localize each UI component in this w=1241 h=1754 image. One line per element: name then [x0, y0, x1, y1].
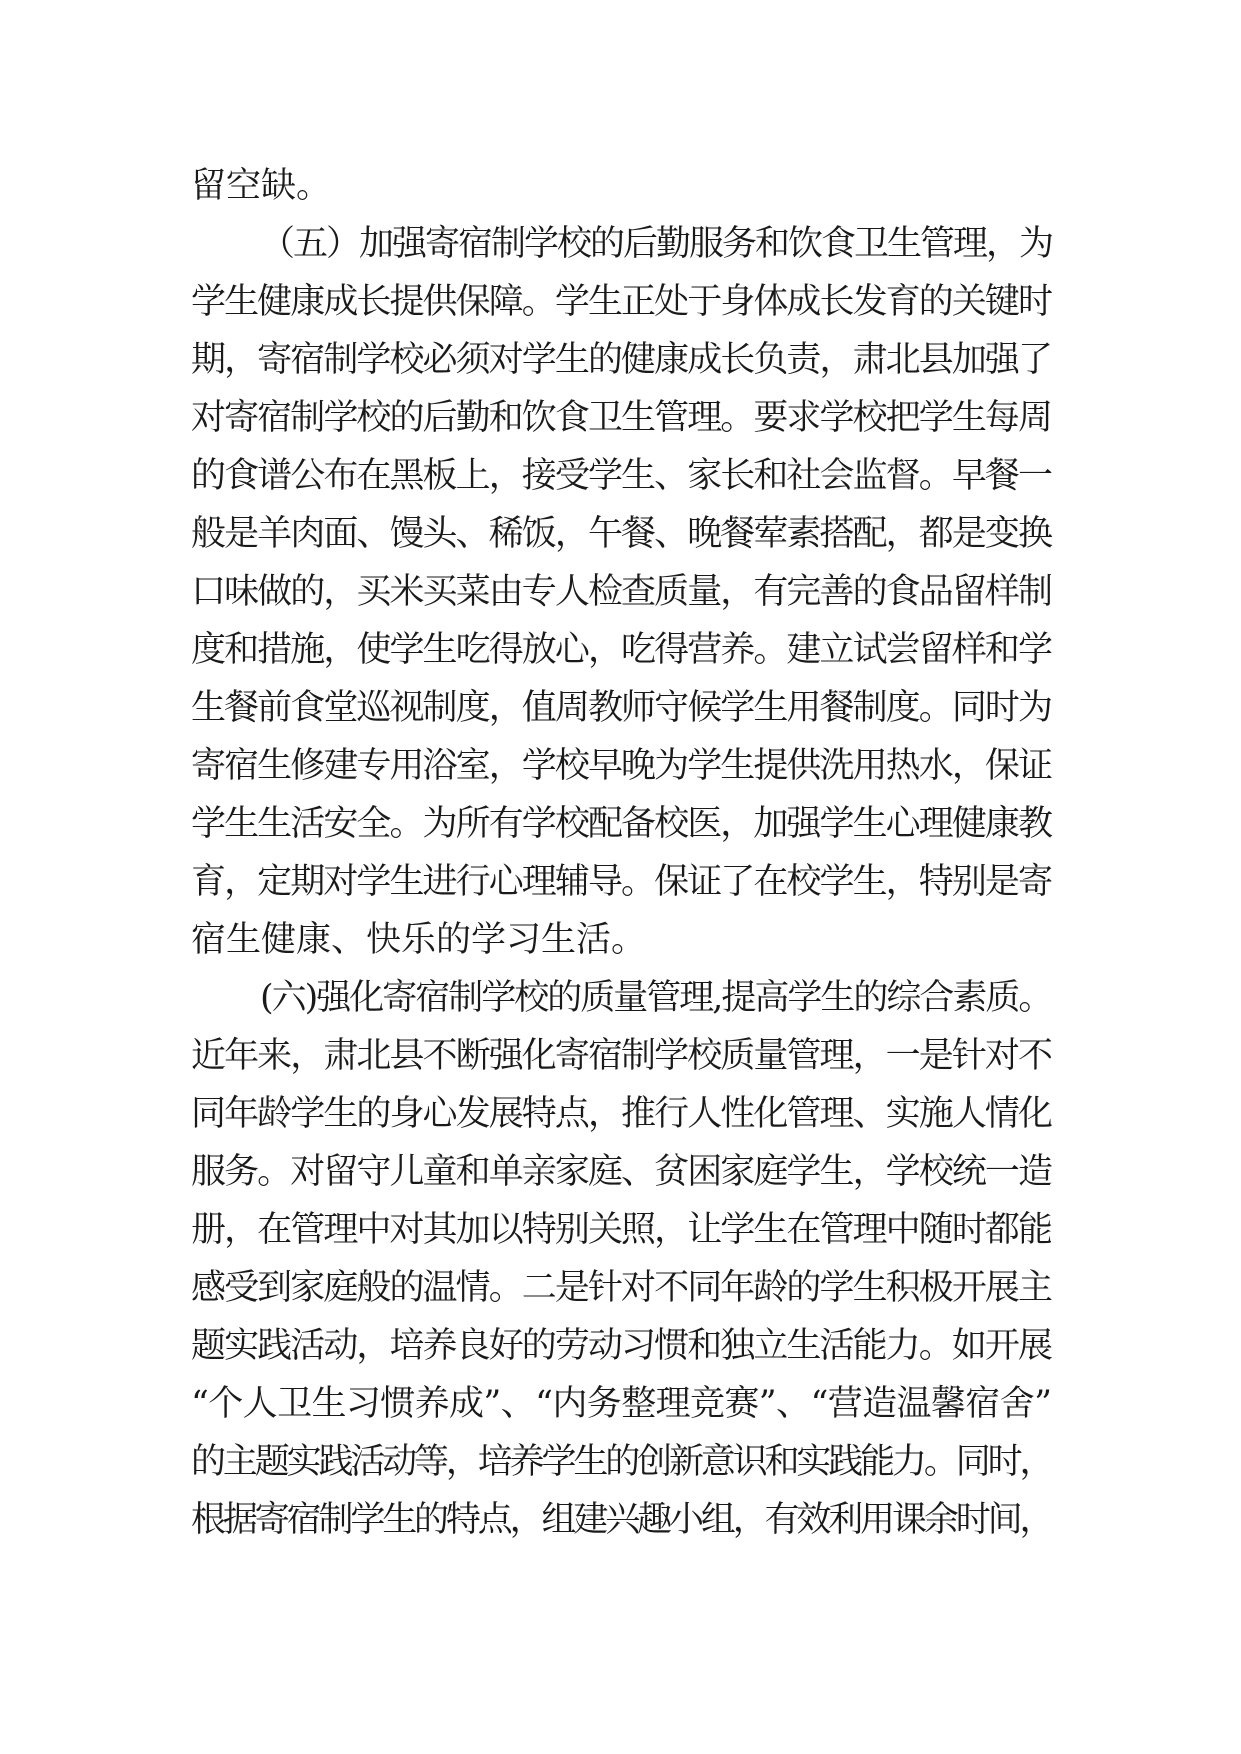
- section-heading-6: (六)强化寄宿制学校的质量管理,提高学生的综合素质。: [260, 978, 1052, 1018]
- text-line: 般是羊肉面、馒头、稀饭，午餐、晚餐荤素搭配，都是变换: [191, 514, 1051, 554]
- text-line: 感受到家庭般的温情。二是针对不同年龄的学生积极开展主: [191, 1268, 1051, 1308]
- text-line: 服务。对留守儿童和单亲家庭、贫困家庭学生，学校统一造: [191, 1152, 1051, 1192]
- text-line: “个人卫生习惯养成”、“内务整理竞赛”、“营造温馨宿舍”: [191, 1384, 1051, 1424]
- text-line: 同年龄学生的身心发展特点，推行人性化管理、实施人情化: [191, 1094, 1051, 1134]
- text-line: 宿生健康、快乐的学习生活。: [191, 920, 647, 960]
- text-line: 期，寄宿制学校必须对学生的健康成长负责，肃北县加强了: [191, 340, 1051, 380]
- text-line: 根据寄宿制学生的特点，组建兴趣小组，有效利用课余时间，: [191, 1500, 1051, 1540]
- section-heading-5: （五）加强寄宿制学校的后勤服务和饮食卫生管理，为: [260, 224, 1053, 264]
- text-line: 学生生活安全。为所有学校配备校医，加强学生心理健康教: [191, 804, 1051, 844]
- text-line: 学生健康成长提供保障。学生正处于身体成长发育的关键时: [191, 282, 1051, 322]
- text-line: 寄宿生修建专用浴室，学校早晚为学生提供洗用热水，保证: [191, 746, 1051, 786]
- text-line: 的主题实践活动等，培养学生的创新意识和实践能力。同时，: [191, 1442, 1051, 1482]
- text-line: 生餐前食堂巡视制度，值周教师守候学生用餐制度。同时为: [191, 688, 1051, 728]
- text-line: 口味做的，买米买菜由专人检查质量，有完善的食品留样制: [191, 572, 1051, 612]
- text-line: 近年来，肃北县不断强化寄宿制学校质量管理，一是针对不: [191, 1036, 1051, 1076]
- text-line: 的食谱公布在黑板上，接受学生、家长和社会监督。早餐一: [191, 456, 1051, 496]
- text-line: 册，在管理中对其加以特别关照，让学生在管理中随时都能: [191, 1210, 1051, 1250]
- text-line: 对寄宿制学校的后勤和饮食卫生管理。要求学校把学生每周: [191, 398, 1051, 438]
- text-line: 留空缺。: [191, 166, 332, 206]
- text-line: 度和措施，使学生吃得放心，吃得营养。建立试尝留样和学: [191, 630, 1051, 670]
- text-line: 题实践活动，培养良好的劳动习惯和独立生活能力。如开展: [191, 1326, 1051, 1366]
- text-line: 育，定期对学生进行心理辅导。保证了在校学生，特别是寄: [191, 862, 1051, 902]
